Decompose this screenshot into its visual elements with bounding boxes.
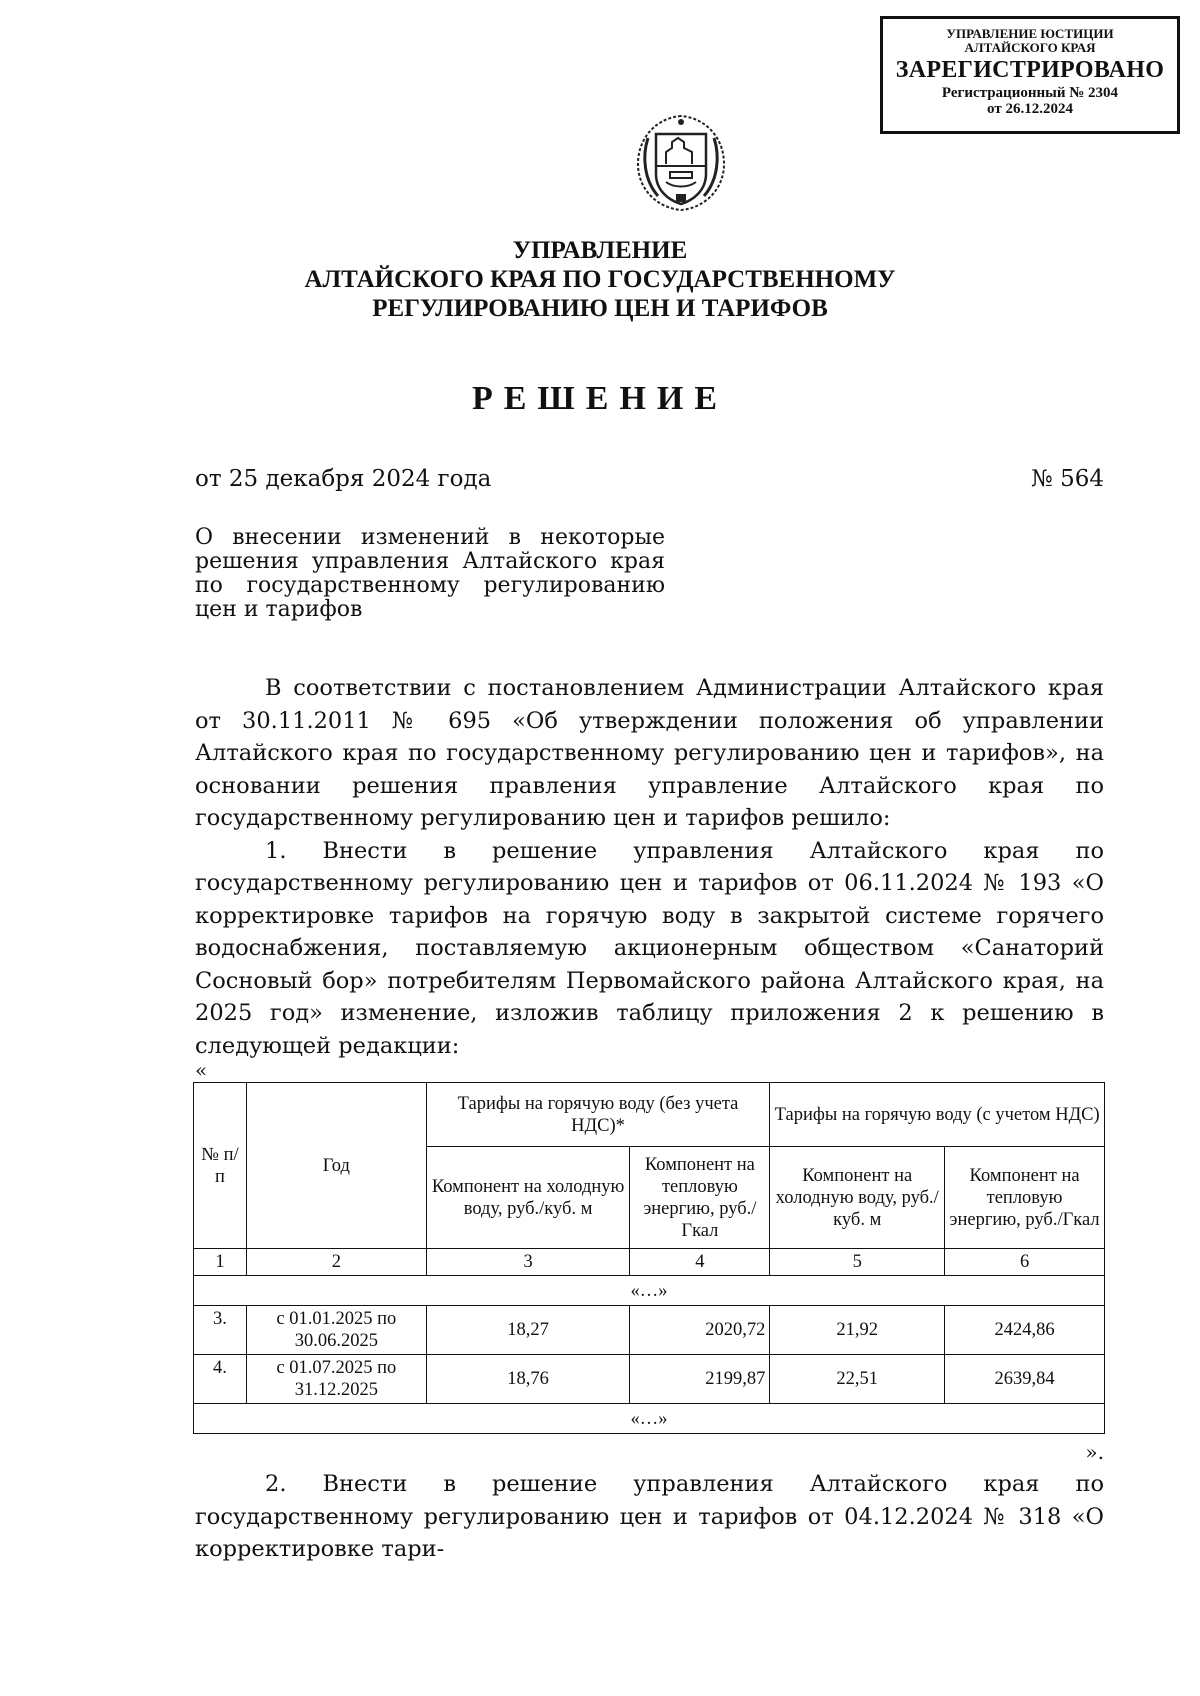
preamble-paragraph: В соответствии с постановлением Администрации Алтайского края от 30.11.2011 № 695 «Об утверждении положения об управлении Алтайского края по государственному регулированию цен и тарифов», на основании решения правления управление Алтайского края по государственному регулированию цен и тарифов решило:: [195, 675, 1104, 831]
altai-coat-of-arms-icon: [626, 108, 736, 216]
index-cell: 2: [246, 1249, 426, 1276]
index-cell: 3: [426, 1249, 630, 1276]
stamp-reg-date: от 26.12.2024: [987, 101, 1073, 118]
org-line-2: АЛТАЙСКОГО КРАЯ ПО ГОСУДАРСТВЕННОМУ: [304, 266, 896, 293]
row-cold-no-vat: 18,76: [426, 1355, 630, 1404]
row-num: 3.: [194, 1306, 247, 1355]
organization-header: [0, 236, 1200, 323]
registration-stamp: [880, 16, 1180, 134]
header-num: № п/п: [194, 1083, 247, 1249]
decision-subject: О внесении изменений в некоторые решения управления Алтайского края по государственному регулированию цен и тарифов: [195, 525, 665, 622]
index-cell: 5: [770, 1249, 945, 1276]
row-num: 4.: [194, 1355, 247, 1404]
decision-number: № 564: [1031, 466, 1104, 492]
ellipsis-row: «…»: [194, 1404, 1105, 1434]
header-cold-water-no-vat: Компонент на холодную воду, руб./куб. м: [426, 1147, 630, 1249]
row-heat-vat: 2424,86: [945, 1306, 1105, 1355]
stamp-reg-number: Регистрационный № 2304: [941, 85, 1119, 102]
index-row: [194, 1249, 1105, 1276]
item-2-paragraph: 2. Внести в решение управления Алтайского края по государственному регулированию цен и тарифов от 04.12.2024 № 318 «О корректировке тари-: [195, 1471, 1104, 1562]
stamp-status: ЗАРЕГИСТРИРОВАНО: [895, 57, 1165, 84]
index-cell: 4: [630, 1249, 770, 1276]
ellipsis-row: «…»: [194, 1276, 1105, 1306]
quote-close: ».: [1085, 1440, 1104, 1464]
item-1-paragraph: 1. Внести в решение управления Алтайского края по государственному регулированию цен и тарифов от 06.11.2024 № 193 «О корректировке тарифов на горячую воду в закрытой системе горячего водоснабжения, поставляемую акционерным обществом «Санаторий Сосновый бор» потребителям Первомайского района Алтайского края, на 2025 год» изменение, изложив таблицу приложения 2 к решению в следующей редакции:: [195, 837, 1104, 1059]
org-line-1: УПРАВЛЕНИЕ: [512, 237, 688, 264]
header-heat-vat: Компонент на тепловую энергию, руб./Гкал: [945, 1147, 1105, 1249]
header-year: Год: [246, 1083, 426, 1249]
header-heat-no-vat: Компонент на тепловую энергию, руб./Гкал: [630, 1147, 770, 1249]
quote-open: «: [195, 1058, 208, 1082]
decision-body: [195, 672, 1104, 1062]
row-cold-no-vat: 18,27: [426, 1306, 630, 1355]
decision-date: от 25 декабря 2024 года: [195, 466, 492, 492]
index-cell: 1: [194, 1249, 247, 1276]
tariff-table: [193, 1082, 1105, 1434]
row-heat-vat: 2639,84: [945, 1355, 1105, 1404]
row-period: с 01.07.2025 по 31.12.2025: [246, 1355, 426, 1404]
table-row: [194, 1306, 1105, 1355]
row-heat-no-vat: 2020,72: [630, 1306, 770, 1355]
index-cell: 6: [945, 1249, 1105, 1276]
table-row: [194, 1355, 1105, 1404]
row-heat-no-vat: 2199,87: [630, 1355, 770, 1404]
document-type-title: РЕШЕНИЕ: [471, 380, 729, 417]
stamp-authority-line2: АЛТАЙСКОГО КРАЯ: [964, 39, 1096, 55]
header-group-without-vat: Тарифы на горячую воду (без учета НДС)*: [426, 1083, 770, 1147]
org-line-3: РЕГУЛИРОВАНИЮ ЦЕН И ТАРИФОВ: [372, 295, 828, 322]
row-cold-vat: 21,92: [770, 1306, 945, 1355]
header-cold-water-vat: Компонент на холодную воду, руб./куб. м: [770, 1147, 945, 1249]
row-cold-vat: 22,51: [770, 1355, 945, 1404]
header-group-with-vat: Тарифы на горячую воду (с учетом НДС): [770, 1083, 1105, 1147]
decision-body-continued: [195, 1468, 1104, 1566]
row-period: с 01.01.2025 по 30.06.2025: [246, 1306, 426, 1355]
stamp-authority-line1: УПРАВЛЕНИЕ ЮСТИЦИИ: [946, 26, 1114, 41]
